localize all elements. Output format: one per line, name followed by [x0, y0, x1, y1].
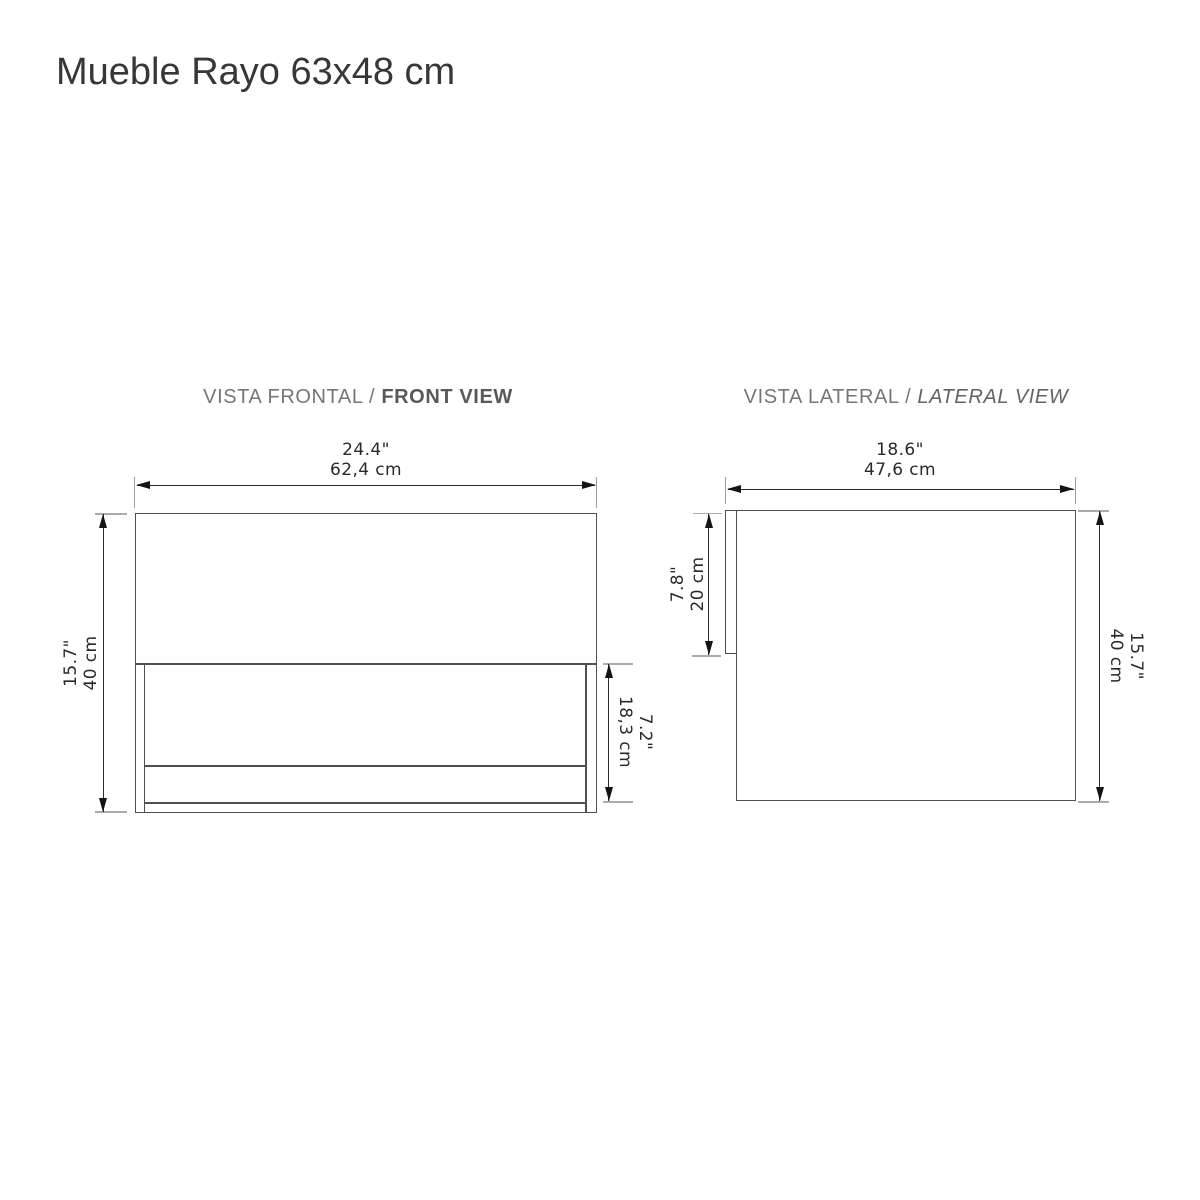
- dimension-line: [608, 664, 609, 801]
- tick-line: [603, 801, 633, 803]
- arrowhead-down-icon: [99, 798, 107, 812]
- extension-line: [725, 477, 726, 504]
- front-opening-label: [615, 696, 655, 768]
- extension-line: [596, 477, 597, 508]
- lateral-depth-label: [864, 440, 936, 480]
- lateral-height-cm: 40 cm: [1106, 628, 1126, 684]
- arrowhead-left-icon: [727, 485, 741, 493]
- front-opening-cm: 18,3 cm: [615, 696, 635, 768]
- arrowhead-right-icon: [582, 481, 596, 489]
- arrowhead-left-icon: [136, 481, 150, 489]
- front-height-inches: 15.7": [61, 639, 81, 687]
- extension-line: [1075, 477, 1076, 504]
- page-title: Mueble Rayo 63x48 cm: [56, 51, 456, 93]
- tick-line: [1078, 801, 1109, 803]
- front-height-cm: 40 cm: [81, 635, 101, 691]
- arrowhead-up-icon: [1096, 511, 1104, 525]
- arrowhead-down-icon: [705, 641, 713, 655]
- lateral-height-inches: 15.7": [1126, 632, 1146, 680]
- front-width-inches: 24.4": [342, 440, 390, 460]
- dimension-line: [728, 489, 1074, 490]
- arrowhead-right-icon: [1060, 485, 1074, 493]
- dimension-line: [137, 485, 595, 486]
- front-width-cm: 62,4 cm: [330, 460, 402, 480]
- arrowhead-up-icon: [605, 664, 613, 678]
- front-opening-inches: 7.2": [635, 713, 655, 751]
- lateral-door-inches: 7.8": [668, 565, 688, 603]
- lateral-door-label: [668, 557, 708, 612]
- front-width-label: [330, 440, 402, 480]
- front-door-divider-line: [135, 663, 597, 665]
- lateral-height-label: [1106, 629, 1146, 684]
- lateral-depth-inches: 18.6": [876, 440, 924, 460]
- dimension-line: [1099, 511, 1100, 801]
- front-caption-en: FRONT VIEW: [381, 386, 513, 408]
- front-caption-es: VISTA FRONTAL: [203, 386, 363, 408]
- lateral-caption-en: LATERAL VIEW: [917, 386, 1069, 408]
- front-right-side-panel-line: [585, 663, 587, 813]
- tick-line: [1078, 510, 1109, 512]
- lateral-cabinet-outline: [736, 510, 1076, 801]
- dimension-line: [708, 514, 709, 655]
- arrowhead-down-icon: [605, 787, 613, 801]
- lateral-caption-es: VISTA LATERAL: [743, 386, 899, 408]
- dimension-line: [103, 514, 104, 812]
- arrowhead-down-icon: [1096, 787, 1104, 801]
- lateral-door-cm: 20 cm: [688, 556, 708, 612]
- front-height-label: [61, 636, 101, 691]
- front-caption-separator: /: [362, 386, 382, 408]
- tick-line: [692, 655, 721, 657]
- front-bottom-panel-line: [144, 802, 586, 804]
- front-left-side-panel-line: [144, 663, 146, 813]
- lateral-caption-separator: /: [898, 386, 918, 408]
- lateral-depth-cm: 47,6 cm: [864, 460, 936, 480]
- front-view-caption: [203, 386, 513, 409]
- lateral-door-front-panel: [725, 510, 737, 654]
- lateral-view-caption: [744, 386, 1069, 409]
- extension-line: [134, 477, 135, 508]
- arrowhead-up-icon: [705, 514, 713, 528]
- arrowhead-up-icon: [99, 514, 107, 528]
- front-shelf-line: [144, 765, 586, 767]
